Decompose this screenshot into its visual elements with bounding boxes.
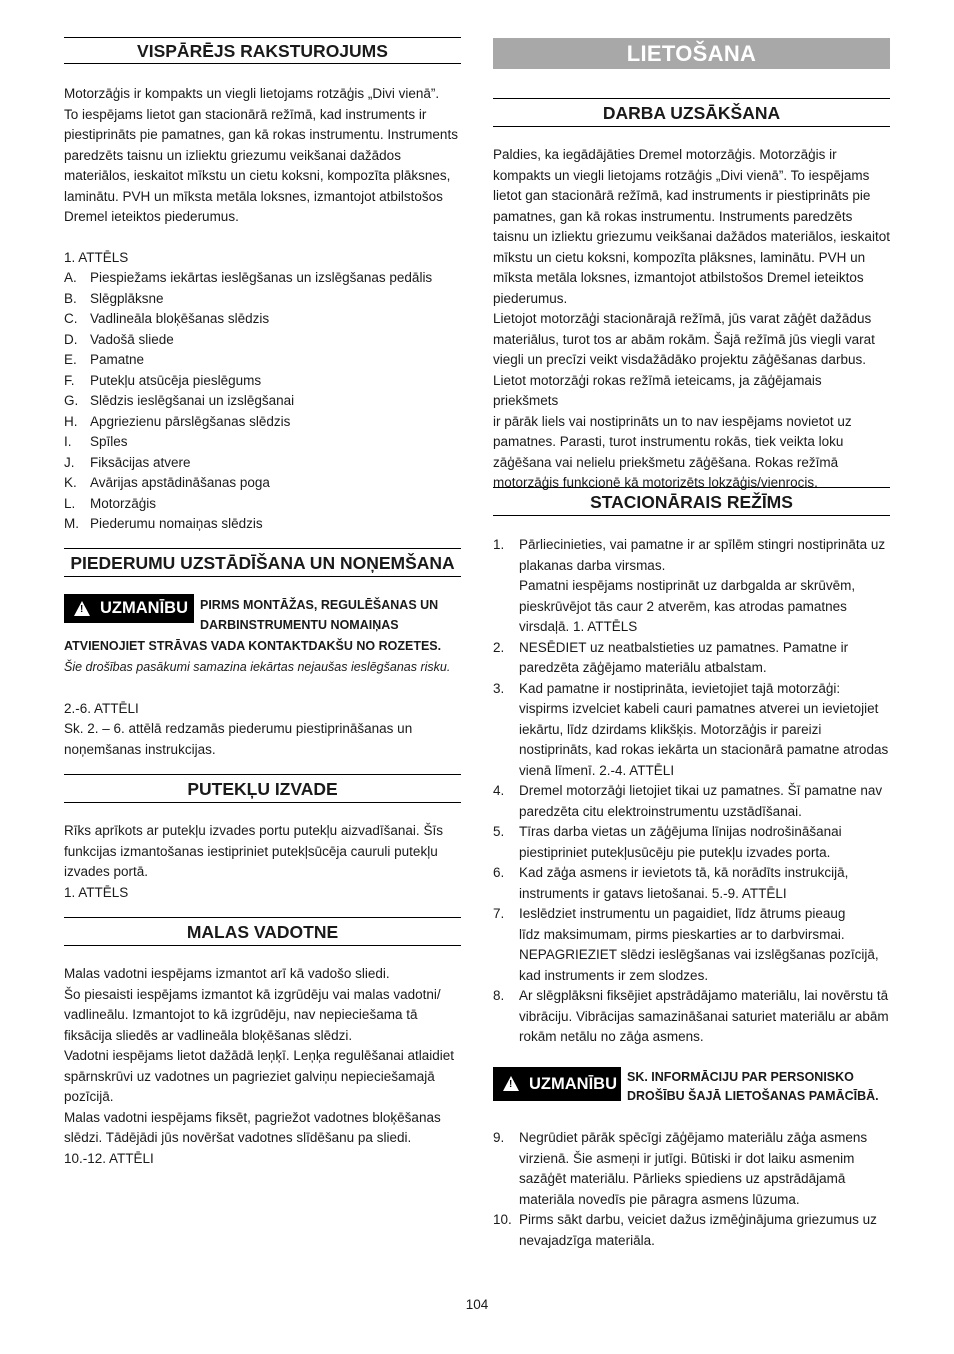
warning-text: DARBINSTRUMENTU NOMAIŅAS (200, 618, 399, 632)
parts-list (64, 268, 461, 535)
figures-label: 2.-6. ATTĒLI (64, 701, 139, 716)
list-item: F. Putekļu atsūcēja pieslēgums (64, 372, 262, 388)
list-item: B. Slēgplāksne (64, 290, 164, 306)
section-heading-edge-guide: MALAS VADOTNE (64, 917, 461, 946)
general-description: Motorzāģis ir kompakts un viegli lietojams rotzāģis „Divi vienā”. To iespējams lietot gan stacionārā režīmā, kad instruments ir piestiprināts pie pamatnes, gan kā rokas instrumentu. Instruments paredzēts taisnu un izliektu griezumu veikšanai dažādos materiālos, ieskaitot mīkstu un cietu koksni, kompozīta plāksnes, laminātu. PVH un mīksta metāla loksnes, izmantojot atbilstošos Dremel ieteiktos piederumus. (64, 86, 458, 224)
list-item: 7. Ieslēdziet instrumentu un pagaidiet, līdz ātrums pieaug līdz maksimumam, pirms pieskarties ar to darbvirsmai. NEPAGRIEZIET slēdzi ieslēgšanas vai izslēgšanas pozīcijā, kad instruments ir zem slodzes. (493, 906, 879, 983)
list-item: 8. Ar slēgplāksni fiksējiet apstrādājamo materiālu, lai novērstu tā vibrāciju. Vibrācijas samazināšanai saturiet materiālu ar abām rokām netālu no zāģa asmens. (493, 988, 889, 1044)
section-heading-dust: PUTEKĻU IZVADE (64, 774, 461, 803)
list-item: 6. Kad zāģa asmens ir ievietots tā, kā norādīts instrukcijā, instruments ir gatavs lietošanai. 5.-9. ATTĒLI (493, 865, 849, 901)
edge-guide-text: Malas vadotni iespējams izmantot arī kā vadošo sliedi. Šo piesaisti iespējams izmantot kā izgrūdēju vai malas vadotni/ vadlineālu. Izmantojot to kā izgrūdēju, nav nepieciešama tā fiksācija sliedēs ar vadlineāla bloķēšanas slēdzi. Vadotni iespējams lietot dažādā leņķī. Leņķa regulēšanai atlaidiet spārnskrūvi uz vadotnes un pagrieziet galviņu nepieciešamajā pozīcijā. Malas vadotni iespējams fiksēt, pagriežot vadotnes bloķēšanas slēdzi. Tādējādi jūs novēršat vadotnes slīdēšanu pa sliedi. 10.-12. ATTĒLI (64, 966, 455, 1166)
list-item: E. Pamatne (64, 352, 145, 367)
list-item: 3. Kad pamatne ir nostiprināta, ievietojiet tajā motorzāģi: vispirms izvelciet kabeli cauri pamatnes atverei un ievietojiet iekārtu, līdz dzirdams klikšķis. Motorzāģis ir pareizi nostiprināts, kad rokas iekārta un stacionārā pamatne atrodas vienā līmenī. 2.-4. ATTĒLI (493, 680, 889, 778)
list-item: 4. Dremel motorzāģi lietojiet tikai uz pamatnes. Šī pamatne nav paredzēta citu elektroinstrumentu uzstādīšanai. (493, 783, 883, 819)
list-item: I. Spīles (64, 434, 128, 449)
list-item: C. Vadlineāla bloķēšanas slēdzis (64, 311, 270, 326)
warning-triangle-icon: ! (503, 1076, 519, 1091)
warning-badge: ! UZMANĪBU (64, 594, 194, 623)
warning-triangle-icon: ! (74, 601, 90, 616)
list-item: G. Slēdzis ieslēgšanai un izslēgšanai (64, 393, 295, 408)
list-item: 5. Tīras darba vietas un zāģējuma līnijas nodrošināšanai piestipriniet putekļusūcēju pie putekļu izvades porta. (493, 824, 842, 860)
section-heading-general: VISPĀRĒJS RAKSTUROJUMS (64, 37, 461, 64)
stationary-steps (493, 535, 890, 1048)
list-item: 2. NESĒDIET uz neatbalstieties uz pamatnes. Pamatne ir paredzēta zāģējamo materiālu atbalstam. (493, 639, 849, 675)
page-number: 104 (465, 1297, 489, 1312)
warning-text: SK. INFORMĀCIJU PAR PERSONISKO (627, 1070, 854, 1084)
accessories-text: Sk. 2. – 6. attēlā redzamās piederumu piestiprināšanas un noņemšanas instrukcijas. (64, 721, 413, 757)
list-item: J. Fiksācijas atvere (64, 454, 191, 470)
list-item: 9. Negrūdiet pārāk spēcīgi zāģējamo materiālu zāģa asmens virzienā. Šie asmeņi ir jutīgi. Būtiski ir dot laiku asmenim sazāģēt materiālu. Pārlieks spiediens uz apstrādājamā materiāla novedīs pie pāragra asmens lūzuma. (493, 1130, 868, 1207)
section-heading-start: DARBA UZSĀKŠANA (493, 98, 890, 127)
list-item: L. Motorzāģis (64, 495, 157, 511)
list-item: M. Piederumu nomaiņas slēdzis (64, 516, 263, 531)
section-heading-stationary: STACIONĀRAIS REŽĪMS (493, 487, 890, 516)
list-item: H. Apgriezienu pārslēgšanas slēdzis (64, 413, 291, 429)
list-item: 10. Pirms sākt darbu, veiciet dažus izmēģinājuma griezumus uz nevajadzīga materiāla. (493, 1212, 877, 1248)
list-item: 1. Pārliecinieties, vai pamatne ir ar spīlēm stingri nostiprināta uz plakanas darba virsmas. Pamatni iespējams nostiprināt uz darbgalda ar skrūvēm, pieskrūvējot tās caur 2 atverēm, kas atrodas pamatnes virsdaļā. 1. ATTĒLS (493, 537, 886, 634)
start-text: Paldies, ka iegādājāties Dremel motorzāģis. Motorzāģis ir kompakts un viegli lietojams rotzāģis „Divi vienā”. To iespējams lietot gan stacionārā režīmā, kad instruments ir piestiprināts pie pamatnes, gan kā rokas instrumentu. Instruments paredzēts taisnu un izliektu griezumu veikšanai dažādos materiālos, ieskaitot mīkstu un cietu koksni, kompozīta plāksnes, laminātu. PVH un mīksta metāla loksnes, izmantojot atbilstošos Dremel ieteiktos piederumus. Lietojot motorzāģi stacionārajā režīmā, jūs varat zāģēt dažādus materiālus, turot tos ar abām rokām. Šajā režīmā jūs viegli varat viegli un precīzi veikt visdažādāko projektu zāģēšanas darbus. Lietot motorzāģi rokas režīmā ieteicams, ja zāģējamais priekšmets ir pārāk liels vai nostiprināts un to nav iespējams novietot uz pamatnes. Parasti, turot instrumentu rokās, tiek veikta loku zāģēšana vai nelielu priekšmetu zāģēšana. Rokas režīmā motorzāģis funkcionē kā motorizēts lokzāģis/vienrocis. (493, 147, 890, 490)
list-item: K. Avārijas apstādināšanas poga (64, 475, 270, 490)
section-banner: LIETOŠANA (493, 38, 890, 69)
stationary-steps-continued (493, 1128, 890, 1251)
warning-note: Šie drošības pasākumi samazina iekārtas nejaušas ieslēgšanas risku. (64, 660, 451, 674)
warning-text: ATVIENOJIET STRĀVAS VADA KONTAKTDAKŠU NO ROZETES. (64, 639, 442, 653)
warning-badge: ! UZMANĪBU (493, 1067, 621, 1101)
warning-text: DROŠĪBU ŠAJĀ LIETOŠANAS PAMĀCĪBĀ. (627, 1089, 879, 1103)
figure-label: 1. ATTĒLS (64, 250, 129, 265)
dust-text: Rīks aprīkots ar putekļu izvades portu putekļu aizvadīšanai. Šīs funkcijas izmantošanas iestipriniet putekļsūcēja cauruli putekļu izvades portā. 1. ATTĒLS (64, 823, 443, 900)
list-item: A. Piespiežams iekārtas ieslēgšanas un izslēgšanas pedālis (64, 270, 433, 285)
section-heading-accessories: PIEDERUMU UZSTĀDĪŠANA UN NOŅEMŠANA (64, 548, 461, 577)
list-item: D. Vadošā sliede (64, 331, 174, 347)
warning-text: PIRMS MONTĀŽAS, REGULĒŠANAS UN (200, 598, 439, 612)
